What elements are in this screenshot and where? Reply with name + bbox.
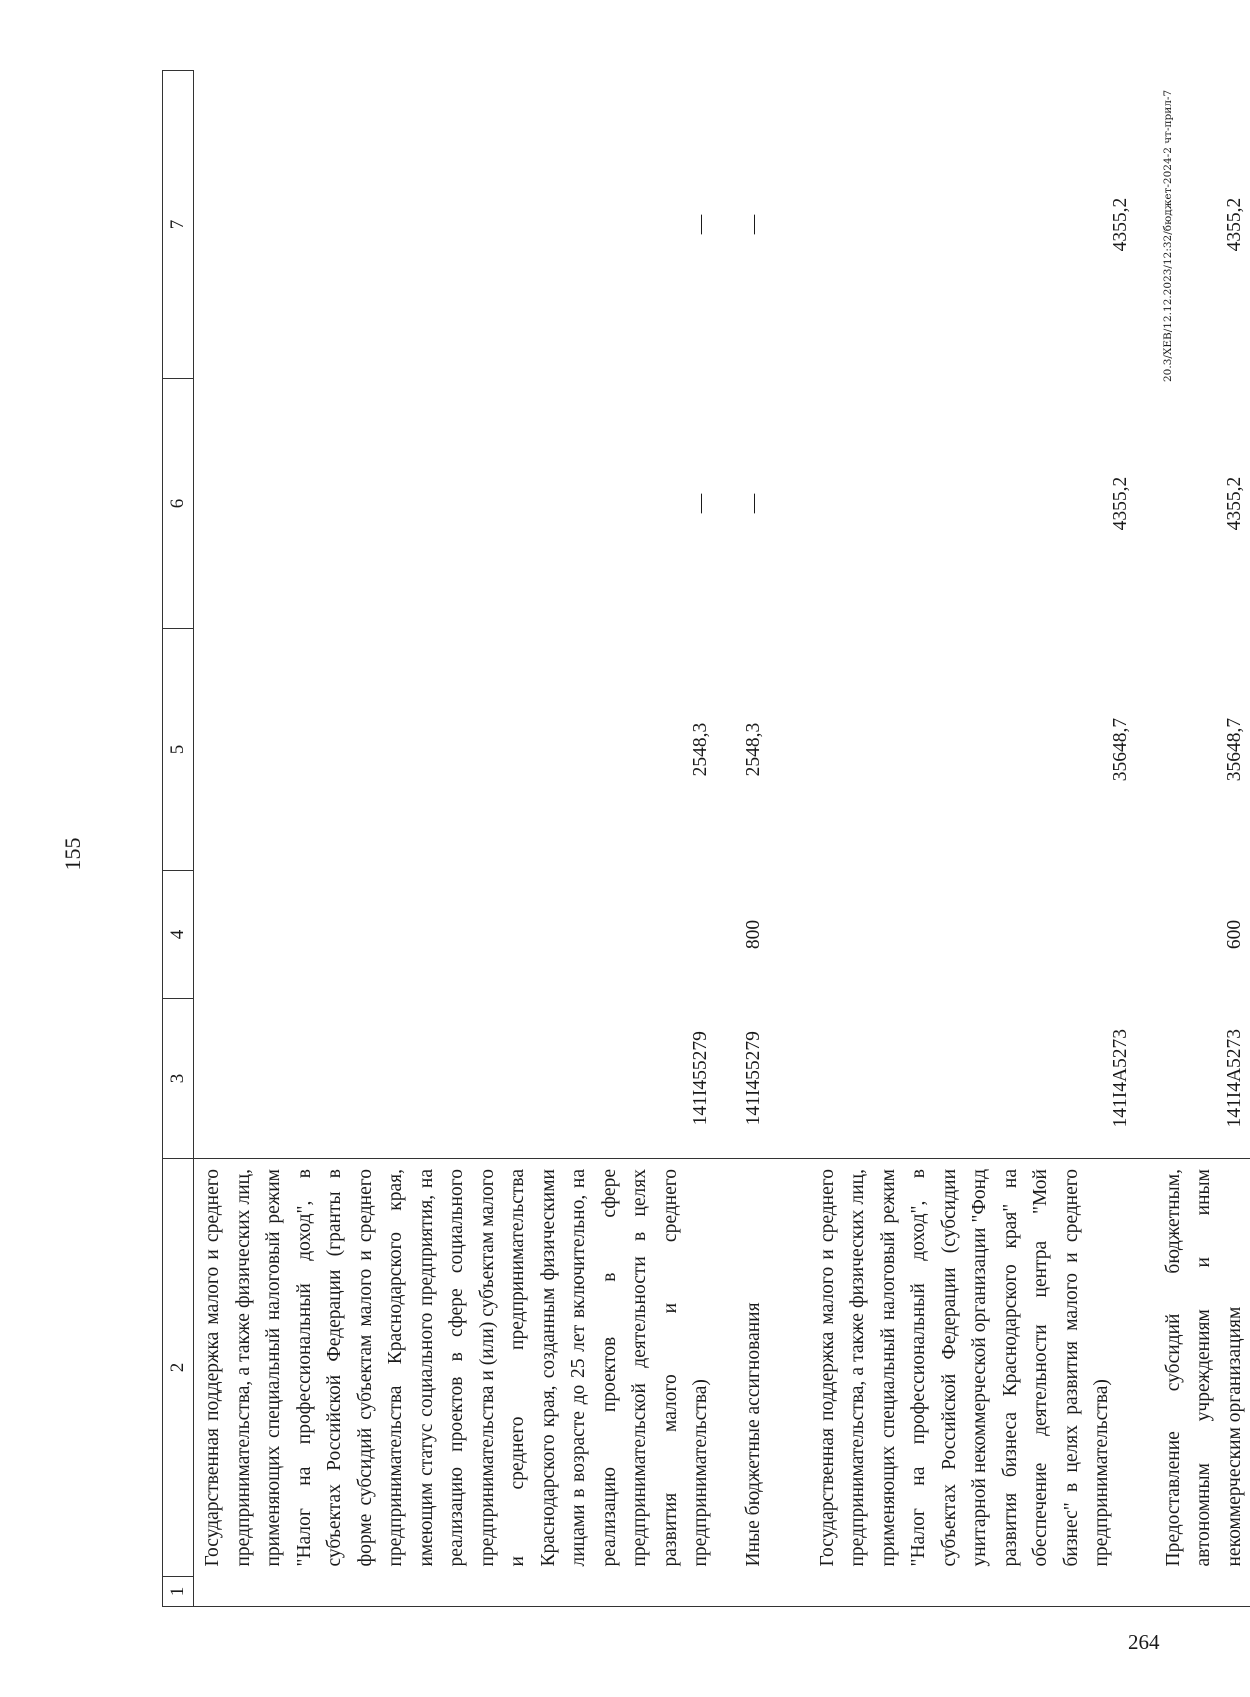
amount-2025: — — [690, 493, 711, 514]
amount-2024: 35648,7 — [1110, 717, 1131, 782]
description-cell — [1137, 1159, 1250, 1577]
row-description: Предоставление субсидий бюджетным, автономным учреждениям и иным некоммерческим организациям — [1162, 1169, 1245, 1567]
column-header: 5 — [163, 629, 194, 871]
amount-cell — [717, 629, 791, 871]
target-code: 141I4A5273 — [1223, 1028, 1245, 1128]
code-cell — [1137, 999, 1250, 1159]
expense-type: 800 — [742, 919, 764, 950]
column-header: 7 — [163, 71, 194, 379]
column-header: 6 — [163, 379, 194, 629]
code-cell — [194, 999, 717, 1159]
amount-cell — [1137, 71, 1250, 379]
amount-2026: 4355,2 — [1110, 197, 1131, 252]
type-cell — [1137, 871, 1250, 999]
table-row — [717, 71, 791, 1607]
target-code: 141I4A5273 — [1110, 1028, 1131, 1128]
amount-2026: 4355,2 — [1223, 197, 1245, 252]
sheet-number: 264 — [1128, 1630, 1160, 1654]
amount-2024: 2548,3 — [742, 722, 764, 777]
row-description: Государственная поддержка малого и среднего предпринимательства, а также физических лиц, применяющих специальный налоговый режим "Налог на профессиональный доход", в субъектах Российской Федерации (субсидии унитарной некоммерческой организации "Фонд развития бизнеса Краснодарского края" на обеспечение деятельности центра "Мой бизнес" в целях развития малого и среднего предпринимательства) — [816, 1169, 1112, 1567]
description-cell — [791, 1159, 1137, 1577]
column-header: 1 — [163, 1577, 194, 1607]
column-header: 4 — [163, 871, 194, 999]
budget-table — [162, 70, 1250, 1607]
row-number-cell — [791, 1577, 1137, 1607]
target-code: 141I455279 — [690, 1031, 711, 1126]
amount-cell — [717, 379, 791, 629]
amount-cell — [194, 379, 717, 629]
amount-cell — [194, 629, 717, 871]
amount-cell — [1137, 379, 1250, 629]
amount-2024: 35648,7 — [1223, 717, 1245, 782]
table-row — [1137, 71, 1250, 1607]
amount-cell — [791, 629, 1137, 871]
page-number: 155 — [60, 837, 85, 871]
description-cell — [194, 1159, 717, 1577]
column-header: 3 — [163, 999, 194, 1159]
type-cell — [791, 871, 1137, 999]
table-row — [194, 71, 717, 1607]
footer-code: 20.3/ХЕВ/12.12.2023/12:32/бюджет-2024-2 чт-прил-7 — [1162, 89, 1174, 382]
amount-cell — [717, 71, 791, 379]
table-header-row — [163, 71, 194, 1607]
target-code: 141I455279 — [742, 1031, 764, 1126]
row-description: Иные бюджетные ассигнования — [742, 1302, 764, 1567]
expense-type: 600 — [1223, 919, 1245, 950]
amount-2026: — — [690, 214, 711, 235]
type-cell — [194, 871, 717, 999]
amount-2025: 4355,2 — [1223, 476, 1245, 531]
amount-cell — [1137, 629, 1250, 871]
column-header: 2 — [163, 1159, 194, 1577]
amount-cell — [194, 71, 717, 379]
row-description: Государственная поддержка малого и среднего предпринимательства, а также физических лиц, применяющих специальный налоговый режим "Налог на профессиональный доход", в субъектах Российской Федерации (гранты в форме субсидий субъектам малого и среднего предпринимательства Краснодарского края, имеющим статус социального предприятия, на реализацию проектов в сфере социального предпринимательства и (или) субъектам малого и среднего предпринимательства Краснодарского края, созданным физическими лицами в возрасте до 25 лет включительно, на реализацию проектов в сфере предпринимательской деятельности в целях развития малого и среднего предпринимательства) — [202, 1169, 711, 1567]
code-cell — [791, 999, 1137, 1159]
amount-2025: 4355,2 — [1110, 476, 1131, 531]
amount-cell — [791, 379, 1137, 629]
row-number-cell — [1137, 1577, 1250, 1607]
code-cell — [717, 999, 791, 1159]
description-cell — [717, 1159, 791, 1577]
amount-2024: 2548,3 — [690, 722, 711, 777]
amount-cell — [791, 71, 1137, 379]
table-row — [791, 71, 1137, 1607]
type-cell — [717, 871, 791, 999]
amount-2025: — — [742, 493, 764, 514]
row-number-cell — [717, 1577, 791, 1607]
amount-2026: — — [742, 214, 764, 235]
row-number-cell — [194, 1577, 717, 1607]
